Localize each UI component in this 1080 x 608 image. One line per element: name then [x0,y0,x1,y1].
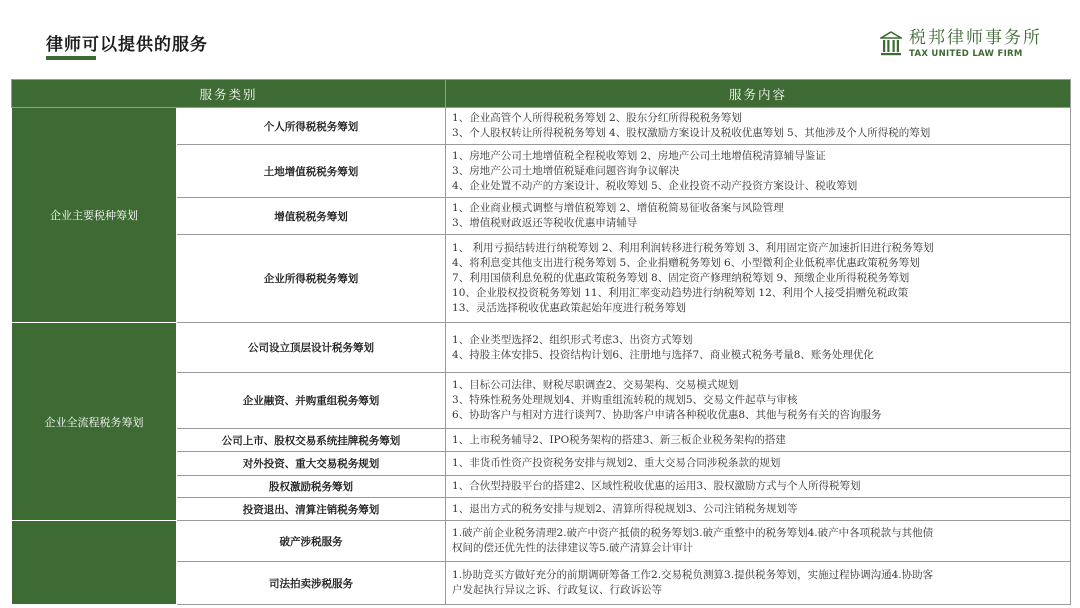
category-main-taxes: 企业主要税种筹划 [12,108,177,323]
service-content-line: 3、房地产公司土地增值税疑难问题咨询争议解决 [452,164,680,177]
service-content-line: 1、企业商业模式调整与增值税筹划 2、增值税简易征收备案与风险管理 [452,202,784,214]
service-name: 投资退出、清算注销税务筹划 [177,498,446,521]
services-table [11,79,1071,605]
firm-logo [880,30,1042,59]
service-content [446,145,1071,198]
service-content-line: 权间的偿还优先性的法律建议等5.破产清算会计审计 [452,542,694,554]
service-content-line: 3、特殊性税务处理规划4、并购重组流转税的规划5、交易文件起草与审核 [452,394,798,406]
building-columns-icon [880,31,902,57]
service-content [446,429,1071,452]
service-name: 公司上市、股权交易系统挂牌税务筹划 [177,429,446,452]
service-content [446,476,1071,498]
service-content-line: 4、企业处置不动产的方案设计、税收筹划 5、企业投资不动产投资方案设计、税收筹划 [452,179,858,192]
service-content [446,235,1071,323]
service-content-line: 10、企业股权投资税务筹划 11、利用汇率变动趋势进行纳税筹划 12、利用个人接受捐赠免税政策 [452,287,909,299]
service-content [446,452,1071,476]
title-underline [46,56,96,60]
service-content-line: 6、协助客户与相对方进行谈判7、协助客户申请各种税收优惠8、其他与税务有关的咨询服务 [452,409,882,421]
service-content [446,373,1071,429]
service-content [446,521,1071,562]
service-content-line: 1、退出方式的税务安排与规划2、清算所得税规划3、公司注销税务规划等 [452,502,798,515]
service-name: 增值税税务筹划 [177,198,446,235]
page-title: 律师可以提供的服务 [46,35,208,55]
service-content-line: 1、目标公司法律、财税尽职调查2、交易架构、交易模式规划 [452,379,739,391]
service-name: 土地增值税税务筹划 [177,145,446,198]
service-content-line: 1、房地产公司土地增值税全程税收筹划 2、房地产公司土地增值税清算辅导鉴证 [452,149,826,162]
service-name: 对外投资、重大交易税务规划 [177,452,446,476]
service-content [446,562,1071,605]
service-content-line: 1、 利用亏损结转进行纳税筹划 2、利用利润转移进行税务筹划 3、利用固定资产加速折旧进行税务筹划 [452,242,934,254]
service-content-line: 户发起执行异议之诉、行政复议、行政诉讼等 [452,584,663,596]
service-content-line: 1.破产前企业税务清理2.破产中资产抵债的税务筹划3.破产重整中的税务筹划4.破产中各项税款与其他债 [452,527,934,539]
service-name: 司法拍卖涉税服务 [177,562,446,605]
category-full-process: 企业全流程税务筹划 [12,323,177,521]
service-content-line: 1、企业类型选择2、组织形式考虑3、出资方式筹划 [452,333,693,346]
col-header-category: 服务类别 [12,80,446,108]
service-content [446,323,1071,373]
service-content [446,498,1071,521]
service-name: 股权激励税务筹划 [177,476,446,498]
service-content-line: 13、灵活选择税收优惠政策起始年度进行税务筹划 [452,302,686,314]
service-content-line: 3、个人股权转让所得税税务筹划 4、股权激励方案设计及税收优惠筹划 5、其他涉及个人所得税的筹划 [452,127,931,139]
service-name: 个人所得税税务筹划 [177,108,446,145]
service-content [446,108,1071,145]
service-content-line: 1.协助竞买方做好充分的前期调研筹备工作2.交易税负测算3.提供税务筹划，实施过程协调沟通4.协助客 [452,569,934,581]
service-name: 企业所得税税务筹划 [177,235,446,323]
service-content-line: 1、合伙型持股平台的搭建2、区域性税收优惠的运用3、股权激励方式与个人所得税筹划 [452,480,861,492]
col-header-content: 服务内容 [446,80,1071,108]
service-content-line: 1、非货币性资产投资税务安排与规划2、重大交易合同涉税条款的规划 [452,457,781,469]
service-content-line: 1、企业高管个人所得税税务筹划 2、股东分红所得税税务筹划 [452,112,742,124]
category-other [12,521,177,605]
service-content-line: 4、将利息变其他支出进行税务筹划 5、企业捐赠税务筹划 6、小型微利企业低税率优惠政策税务筹划 [452,257,920,269]
service-content-line: 1、上市税务辅导2、IPO税务架构的搭建3、新三板企业税务架构的搭建 [452,433,786,446]
service-name: 公司设立顶层设计税务筹划 [177,323,446,373]
service-content-line: 7、利用国债利息免税的优惠政策税务筹划 8、固定资产修理纳税筹划 9、预缴企业所得税税务筹划 [452,272,910,284]
service-name: 破产涉税服务 [177,521,446,562]
logo-english-name: TAX UNITED LAW FIRM [909,49,1023,59]
service-content-line: 3、增值税财政返还等税收优惠申请辅导 [452,217,638,229]
service-name: 企业融资、并购重组税务筹划 [177,373,446,429]
logo-chinese-name: 税邦律师事务所 [909,28,1042,48]
service-content-line: 4、持股主体安排5、投资结构计划6、注册地与选择7、商业模式税务考量8、账务处理优化 [452,348,874,361]
service-content [446,198,1071,235]
